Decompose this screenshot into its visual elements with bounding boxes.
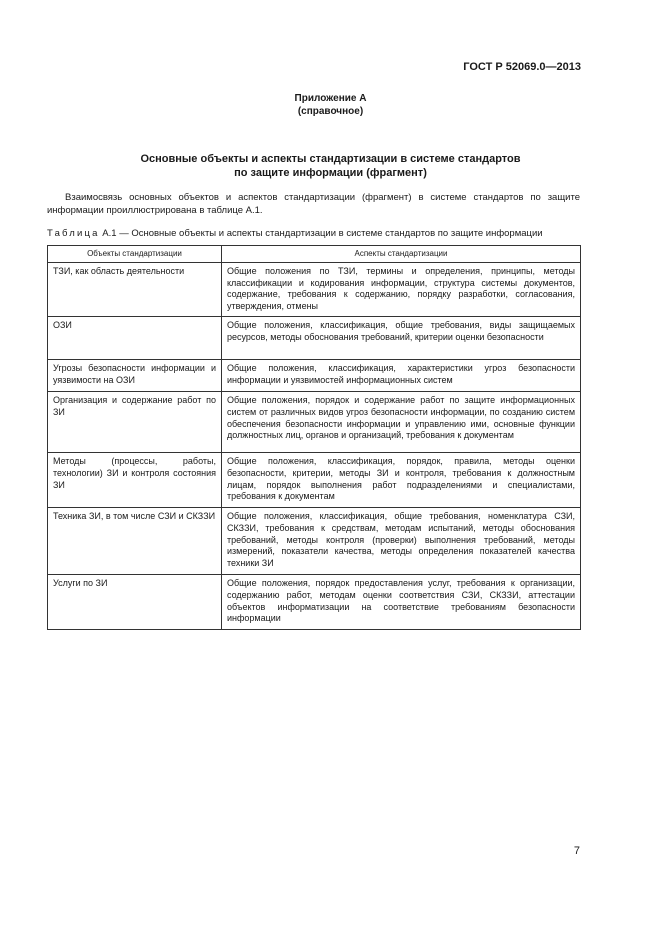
table-caption-word: Таблица (47, 228, 100, 239)
section-title-line-1: Основные объекты и аспекты стандартизации в системе стандартов (140, 153, 521, 165)
aspect-cell: Общие положения, классификация, общие требования, виды защищаемых ресурсов, методы обоснования требований, критерии оценки безопасности (222, 317, 581, 360)
object-cell: Организация и содержание работ по ЗИ (48, 392, 222, 453)
header-aspects: Аспекты стандартизации (222, 246, 581, 263)
object-cell: ТЗИ, как область деятельности (48, 263, 222, 317)
appendix-heading (0, 92, 661, 118)
standards-table (47, 245, 581, 630)
table-row (48, 453, 581, 508)
object-cell: Угрозы безопасности информации и уязвимости на ОЗИ (48, 360, 222, 392)
table-row (48, 263, 581, 317)
table-row (48, 360, 581, 392)
table-row (48, 508, 581, 575)
table-caption (47, 228, 580, 240)
appendix-subtitle: (справочное) (297, 106, 364, 117)
aspect-cell: Общие положения, классификация, характеристики угроз безопасности информации и уязвимостей информационных систем (222, 360, 581, 392)
object-cell: ОЗИ (48, 317, 222, 360)
appendix-title: Приложение А (294, 93, 367, 104)
section-title-line-2: по защите информации (фрагмент) (234, 167, 427, 179)
table-row (48, 575, 581, 629)
section-title (60, 152, 601, 180)
intro-paragraph: Взаимосвязь основных объектов и аспектов стандартизации (фрагмент) в системе стандартов по защите информации проиллюстрирована в таблице А.1. (47, 192, 580, 216)
aspect-cell: Общие положения, порядок предоставления услуг, требования к организации, содержанию работ, методам оценки соответствия СЗИ, СКЗЗИ, аттестации объектов информатизации на соответствие требованиям безопасности информации (222, 575, 581, 629)
document-code: ГОСТ Р 52069.0—2013 (463, 61, 581, 73)
object-cell: Техника ЗИ, в том числе СЗИ и СКЗЗИ (48, 508, 222, 575)
aspect-cell: Общие положения, классификация, общие требования, номенклатура СЗИ, СКЗЗИ, требования к средствам, методам испытаний, методы обоснования требований, методы контроля (проверки) выполнения требований, методы измерений, показатели качества, методы определения показателей качества техники ЗИ (222, 508, 581, 575)
object-cell: Методы (процессы, работы, технологии) ЗИ и контроля состояния ЗИ (48, 453, 222, 508)
aspect-cell: Общие положения по ТЗИ, термины и определения, принципы, методы классификации и кодирования информации, структура системы документов, содержание, требования к содержанию, порядку разработки, согласования, утверждения, отмены (222, 263, 581, 317)
aspect-cell: Общие положения, порядок и содержание работ по защите информационных систем от различных видов угроз безопасности информации, по созданию систем обеспечения безопасности информации и управлению ими, основные функции должностных лиц, органов и организаций, требования к документам (222, 392, 581, 453)
aspect-cell: Общие положения, классификация, порядок, правила, методы оценки безопасности, критерии, методы ЗИ и контроля, требования к должностным лицам, порядок выполнения работ подразделениями и специалистами, требования к документам (222, 453, 581, 508)
table-header-row (48, 246, 581, 263)
table-row (48, 317, 581, 360)
header-objects: Объекты стандартизации (48, 246, 222, 263)
object-cell: Услуги по ЗИ (48, 575, 222, 629)
page-number: 7 (573, 845, 580, 857)
table-row (48, 392, 581, 453)
table-caption-text: А.1 — Основные объекты и аспекты стандартизации в системе стандартов по защите информации (102, 228, 543, 239)
